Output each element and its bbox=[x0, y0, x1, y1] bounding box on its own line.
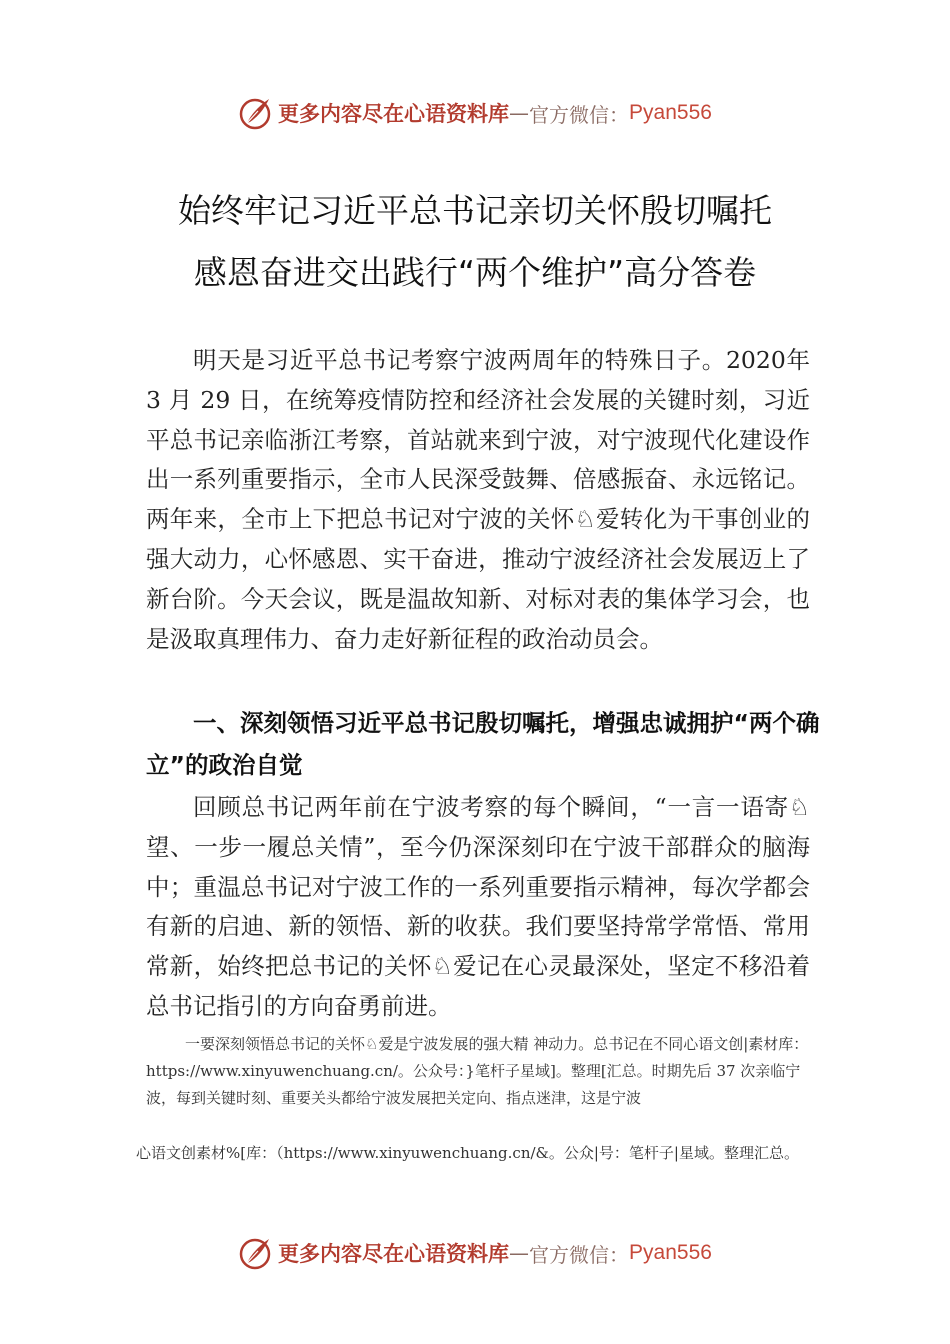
small-print-note-2: 心语文创素材%[库：（https://www.xinyuwenchuang.cn/&。公众|号：笔杆子|星域。整理汇总。 bbox=[136, 1144, 799, 1162]
document-title-line1: 始终牢记习近平总书记亲切关怀殷切嘱托 bbox=[178, 191, 772, 230]
footer-brand: 更多内容尽在心语资料库 bbox=[278, 1241, 510, 1266]
section1-paragraph-block bbox=[146, 788, 810, 1027]
small-print-note-1: 一要深刻领悟总书记的关怀♘爱是宁波发展的强大精 神动力。总书记在不同心语文创|素材库：https://www.xinyuwenchuang.cn/。公众号：}笔杆子星域]。整理[汇总。时期先后 37 次亲临宁波，每到关键时刻、重要关头都给宁波发展把关定向、指点迷津，这是宁波 bbox=[146, 1035, 809, 1107]
quill-pen-logo-icon bbox=[238, 1235, 274, 1271]
intro-paragraph: 明天是习近平总书记考察宁波两周年的特殊日子。2020年 3 月 29 日，在统筹疫情防控和经济社会发展的关键时刻，习近平总书记亲临浙江考察，首站就来到宁波，对宁波现代化建设作出一系列重要指示，全市人民深受鼓舞、倍感振奋、永远铭记。两年来，全市上下把总书记对宁波的关怀♘爱转化为干事创业的强大动力，心怀感恩、实干奋进，推动宁波经济社会发展迈上了新台阶。今天会议，既是温故知新、对标对表的集体学习会，也是汲取真理伟力、奋力走好新征程的政治动员会。 bbox=[146, 346, 810, 653]
footer-wechat-label: 官方微信： bbox=[529, 1242, 630, 1267]
banner-wechat-id: Pyan556 bbox=[629, 101, 712, 124]
footer-banner bbox=[0, 1233, 950, 1273]
header-banner bbox=[0, 93, 950, 133]
section1-paragraph: 回顾总书记两年前在宁波考察的每个瞬间，“一言一语寄♘望、一步一履总关情”，至今仍深深刻印在宁波干部群众的脑海中；重温总书记对宁波工作的一系列重要指示精神，每次学都会有新的启迪、新的领悟、新的收获。我们要坚持常学常悟、常用常新，始终把总书记的关怀♘爱记在心灵最深处，坚定不移沿着总书记指引的方向奋勇前进。 bbox=[146, 793, 810, 1020]
banner-brand: 更多内容尽在心语资料库 bbox=[278, 101, 510, 126]
banner-dash: — bbox=[509, 101, 530, 125]
quill-pen-logo-icon bbox=[238, 95, 274, 131]
footer-wechat-id: Pyan556 bbox=[629, 1241, 712, 1264]
intro-paragraph-block bbox=[146, 341, 810, 659]
footer-dash: — bbox=[509, 1241, 530, 1265]
section-heading-1: 一、深刻领悟习近平总书记殷切嘱托，增强忠诚拥护“两个确立”的政治自觉 bbox=[146, 709, 820, 779]
document-title-line2: 感恩奋进交出践行“两个维护”高分答卷 bbox=[193, 253, 757, 292]
banner-wechat-label: 官方微信： bbox=[529, 102, 630, 127]
